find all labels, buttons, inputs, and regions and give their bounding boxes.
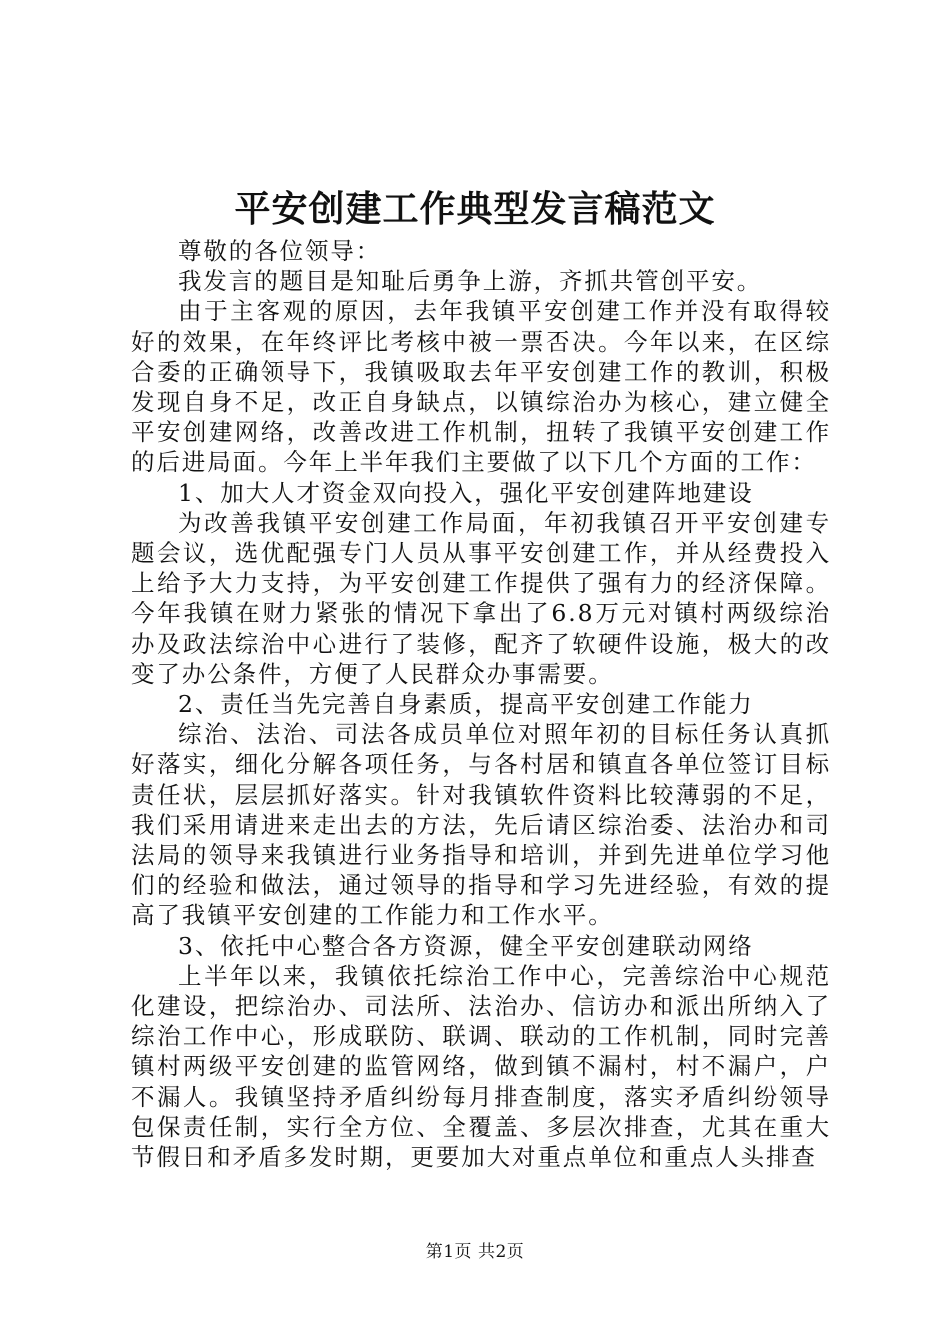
section-heading-1: 1、加大人才资金双向投入，强化平安创建阵地建设	[178, 478, 754, 507]
section-heading-2: 2、责任当先完善自身素质，提高平安创建工作能力	[178, 690, 754, 719]
section-paragraph-1: 为改善我镇平安创建工作局面，年初我镇召开平安创建专题会议，选优配强专门人员从事平安创建工作，并从经费投入上给予大力支持，为平安创建工作提供了强有力的经济保障。今年我镇在财力紧张的情况下拿出了6.8万元对镇村两级综治办及政法综治中心进行了装修，配齐了软硬件设施，极大的改变了办公条件，方便了人民群众办事需要。	[131, 508, 831, 688]
section-paragraph-2: 综治、法治、司法各成员单位对照年初的目标任务认真抓好落实，细化分解各项任务，与各村居和镇直各单位签订目标责任状，层层抓好落实。针对我镇软件资料比较薄弱的不足，我们采用请进来走出去的方法，先后请区综治委、法治办和司法局的领导来我镇进行业务指导和培训，并到先进单位学习他们的经验和做法，通过领导的指导和学习先进经验，有效的提高了我镇平安创建的工作能力和工作水平。	[131, 720, 831, 930]
topic-paragraph: 我发言的题目是知耻后勇争上游，齐抓共管创平安。	[178, 267, 763, 296]
intro-paragraph: 由于主客观的原因，去年我镇平安创建工作并没有取得较好的效果，在年终评比考核中被一票否决。今年以来，在区综合委的正确领导下，我镇吸取去年平安创建工作的教训，积极发现自身不足，改正自身缺点，以镇综治办为核心，建立健全平安创建网络，改善改进工作机制，扭转了我镇平安创建工作的后进局面。今年上半年我们主要做了以下几个方面的工作：	[131, 297, 831, 477]
section-paragraph-3: 上半年以来，我镇依托综治工作中心，完善综治中心规范化建设，把综治办、司法所、法治办、信访办和派出所纳入了综治工作中心，形成联防、联调、联动的工作机制，同时完善镇村两级平安创建的监管网络，做到镇不漏村，村不漏户，户不漏人。我镇坚持矛盾纠纷每月排查制度，落实矛盾纠纷领导包保责任制，实行全方位、全覆盖、多层次排查，尤其在重大节假日和矛盾多发时期，更要加大对重点单位和重点人头排查	[131, 961, 831, 1172]
page-number-footer: 第1页 共2页	[425, 1242, 525, 1262]
document-body	[131, 236, 831, 1172]
salutation-paragraph: 尊敬的各位领导：	[178, 237, 382, 265]
section-heading-3: 3、依托中心整合各方资源，健全平安创建联动网络	[178, 931, 754, 960]
document-title: 平安创建工作典型发言稿范文	[234, 188, 716, 230]
